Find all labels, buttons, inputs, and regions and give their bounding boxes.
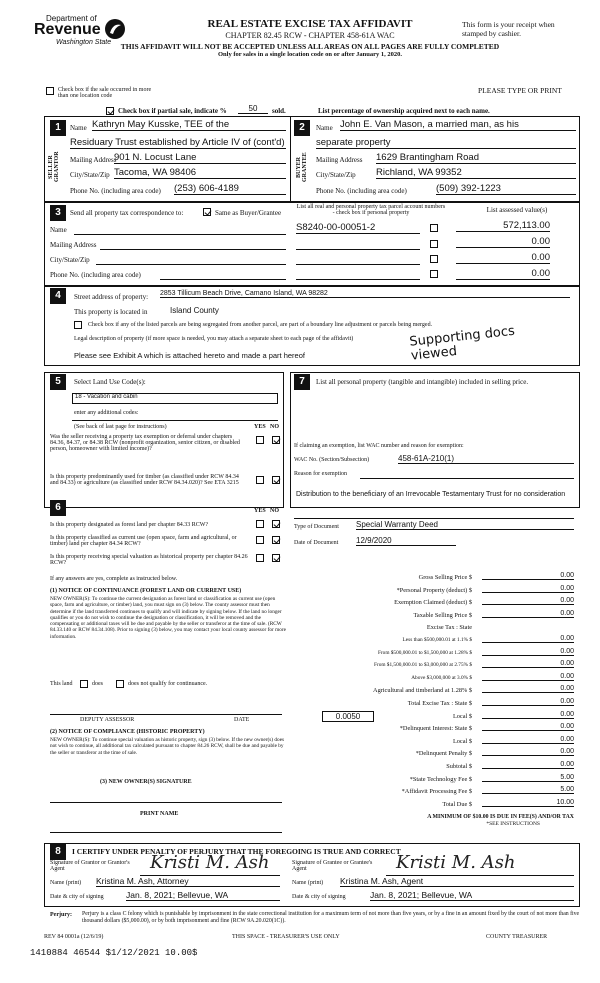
tax-tier-0-value: 0.00 bbox=[482, 635, 574, 643]
buyer-side-label: BUYER GRANTEE bbox=[296, 152, 308, 182]
tax-row-2-label: Exemption Claimed (deduct) $ bbox=[394, 599, 472, 607]
parcel-head: List all real and personal property tax parcel account numbers - check box if personal property bbox=[296, 204, 446, 216]
legal-text: Legal description of property (if more space is needed, you may attach a separate sheet to each page of the affidavit) bbox=[74, 336, 354, 342]
grantee-name-label: Name (print) bbox=[292, 880, 324, 886]
s5-q1: Was the seller receiving a property tax exemption or deferral under chapters 84.36, 84.37, or 84.38 RCW (nonprofit organization, senior citizen, or disabled person, homeowner with limited income)? bbox=[50, 434, 240, 452]
tax-row-2-value: 0.00 bbox=[482, 597, 574, 605]
doc-type-label: Type of Document bbox=[294, 524, 339, 530]
chapter-line: CHAPTER 82.45 RCW - CHAPTER 458-61A WAC bbox=[225, 31, 395, 40]
new-owner-sig: (3) NEW OWNER(S) SIGNATURE bbox=[100, 779, 192, 785]
street-label: Street address of property: bbox=[74, 293, 149, 301]
s6-if-yes: If any answers are yes, complete as instructed below. bbox=[50, 576, 178, 582]
grantee-date-label: Date & city of signing bbox=[292, 894, 346, 900]
warning-line: THIS AFFIDAVIT WILL NOT BE ACCEPTED UNLESS ALL AREAS ON ALL PAGES ARE FULLY COMPLETED bbox=[120, 42, 500, 51]
tax-tier-1-value: 0.00 bbox=[482, 648, 574, 656]
assessed-head: List assessed value(s) bbox=[486, 206, 548, 214]
wac-label: WAC No. (Section/Subsection) bbox=[294, 457, 370, 463]
seller-side-label: SELLER GRANTOR bbox=[48, 151, 60, 183]
notice2-body: NEW OWNER(S): To continue special valuation as historic property, sign (3) below. If the new owner(s) does not wish to continue, all additional tax calculated pursuant to chapter 84.26 RCW, shall be due and payable by the seller or transferor at the time of sale. bbox=[50, 737, 285, 756]
this-land: This land bbox=[50, 681, 73, 687]
partial-sale-checkbox[interactable] bbox=[106, 107, 114, 115]
exemption-reason: Distribution to the beneficiary of an Irrevocable Testamentary Trust for no consideration bbox=[296, 491, 566, 498]
section-7-badge: 7 bbox=[294, 374, 310, 390]
s3-mail-label: Mailing Address bbox=[50, 241, 97, 249]
tax-row2-0-value: 0.00 bbox=[482, 723, 574, 731]
s6-yes: YES bbox=[254, 508, 266, 514]
tax-row-3-label: Taxable Selling Price $ bbox=[413, 611, 472, 619]
tax-row2-3-value: 0.00 bbox=[482, 761, 574, 769]
supporting-docs-stamp: Supporting docs viewed bbox=[408, 323, 516, 364]
seller-name-1: Kathryn May Kusske, TEE of the bbox=[92, 119, 286, 131]
rev-code: REV 84 0001a (12/6/19) bbox=[44, 934, 104, 940]
located-label: This property is located in bbox=[74, 308, 148, 316]
tax-row2-1-label: Local $ bbox=[452, 737, 472, 745]
receipt-note: This form is your receipt when stamped by cashier. bbox=[462, 20, 555, 38]
see-instructions: *SEE INSTRUCTIONS bbox=[486, 821, 540, 828]
assessed-value-2: 0.00 bbox=[456, 236, 550, 248]
seller-name-2: Residuary Trust established by Article IV of (cont'd) bbox=[70, 137, 285, 148]
s6-q3: Is this property receiving special valuation as historical property per chapter 84.26 RCW? bbox=[50, 554, 248, 566]
certify-text: I CERTIFY UNDER PENALTY OF PERJURY THAT THE FOREGOING IS TRUE AND CORRECT bbox=[72, 847, 401, 856]
grantor-name-label: Name (print) bbox=[50, 880, 82, 886]
s6-q2-no[interactable] bbox=[272, 536, 280, 544]
treasurer-space: THIS SPACE - TREASURER'S USE ONLY bbox=[232, 934, 340, 940]
section-2-badge: 2 bbox=[294, 120, 310, 136]
grantor-signature: Kristi M. Ash bbox=[150, 852, 270, 873]
segregated-checkbox[interactable] bbox=[74, 321, 82, 329]
buyer-name-2: separate property bbox=[316, 137, 576, 149]
tax-row-3-value: 0.00 bbox=[482, 610, 574, 618]
sold-text: sold. bbox=[272, 107, 286, 115]
ownership-text: List percentage of ownership acquired next to each name. bbox=[318, 107, 490, 115]
perjury-text: Perjury is a class C felony which is punishable by imprisonment in the state correctional institution for a maximum term of not more than five years, or by a fine in an amount fixed by the court of not more than five thousand dollars ($5,000.00), or by both imprisonment and fine (RCW 9A.20.020(1C)). bbox=[82, 911, 580, 925]
grantee-signature: Kristi M. Ash bbox=[396, 852, 516, 873]
multi-location-checkbox[interactable] bbox=[46, 87, 54, 95]
personal-prop-text: List all personal property (tangible and intangible) included in selling price. bbox=[316, 378, 529, 386]
tax-local-label: Local $ bbox=[452, 712, 472, 720]
buyer-mail: 1629 Brantingham Road bbox=[376, 152, 576, 164]
segregated-text: Check box if any of the listed parcels are being segregated from another parcel, are part of a boundary line adjustment or parcels being merged. bbox=[88, 322, 433, 328]
county: Island County bbox=[170, 306, 219, 315]
land-use-label: Select Land Use Code(s): bbox=[74, 378, 146, 386]
partial-pct: 50 bbox=[238, 104, 268, 114]
tax-row2-4-label: *State Technology Fee $ bbox=[409, 775, 472, 783]
minimum-note: A MINIMUM OF $10.00 IS DUE IN FEE(S) AND/OR TAX bbox=[427, 814, 574, 821]
tax-local-value: 0.00 bbox=[482, 711, 574, 719]
seller-mail-label: Mailing Address bbox=[70, 156, 117, 164]
multi-location-text: Check box if the sale occurred in more than one location code bbox=[58, 87, 152, 99]
does-not-label: does not qualify for continuance. bbox=[128, 681, 208, 687]
tax-row2-5-value: 5.00 bbox=[482, 786, 574, 794]
tax-row2-6-label: Total Due $ bbox=[442, 800, 472, 808]
seller-mail: 901 N. Locust Lane bbox=[114, 152, 286, 164]
doc-date: 12/9/2020 bbox=[356, 536, 456, 546]
seller-phone: (253) 606-4189 bbox=[174, 183, 286, 195]
tax-row-1-label: *Personal Property (deduct) $ bbox=[396, 586, 472, 594]
section-3-badge: 3 bbox=[50, 205, 66, 221]
tax-row2-4-value: 5.00 bbox=[482, 774, 574, 782]
deputy-date: DATE bbox=[234, 717, 250, 723]
local-rate: 0.0050 bbox=[322, 711, 374, 722]
revenue-logo-icon bbox=[104, 18, 126, 40]
s6-q1-no[interactable] bbox=[272, 520, 280, 528]
sig-grantee-label: Signature of Grantee or Grantee's Agent bbox=[292, 860, 373, 872]
s6-q3-yes[interactable] bbox=[256, 554, 264, 562]
county-treasurer: COUNTY TREASURER bbox=[486, 934, 548, 940]
buyer-name-label: Name bbox=[316, 124, 333, 132]
s5-no: NO bbox=[270, 424, 279, 430]
reason-label: Reason for exemption bbox=[294, 471, 347, 477]
corr-label: Send all property tax correspondence to: bbox=[70, 209, 184, 217]
personal-prop-checkbox-1[interactable] bbox=[430, 224, 438, 232]
notice2-title: (2) NOTICE OF COMPLIANCE (HISTORIC PROPERTY) bbox=[50, 729, 205, 735]
seller-city-label: City/State/Zip bbox=[70, 171, 110, 179]
notice1-body: NEW OWNER(S): To continue the current designation as forest land or classification as current use (open space, farm and agriculture, or timber) land, you must sign on (3) below. The county assessor must then determine if the land transferred continues to qualify and will indicate by signing below. If the land no longer qualifies or you do not wish to continue the designation or classification, it will be removed and the compensating or additional taxes will be due and payable by the seller or transferor at the time of sale. (RCW 84.33.140 or RCW 84.34.108). Prior to signing (3) below, you may contact your local county assessor for more information. bbox=[50, 596, 286, 640]
tax-tier-2-value: 0.00 bbox=[482, 660, 574, 668]
s5-q2: Is this property predominantly used for timber (as classified under RCW 84.34 and 84.33) or agriculture (as classified under RCW 84.34.020)? See ETA 3215 bbox=[50, 474, 239, 486]
seller-city: Tacoma, WA 98406 bbox=[114, 167, 286, 179]
section-1-badge: 1 bbox=[50, 120, 66, 136]
buyer-phone-label: Phone No. (including area code) bbox=[316, 187, 407, 195]
sig-grantor-label: Signature of Grantor or Grantor's Agent bbox=[50, 860, 130, 872]
street-address: 2853 Tillicum Beach Drive, Camano Island, WA 98282 bbox=[160, 290, 570, 298]
partial-sale-text: Check box if partial sale, indicate % bbox=[118, 107, 227, 115]
section-5-badge: 5 bbox=[50, 374, 66, 390]
grantee-date: Jan. 8, 2021; Bellevue, WA bbox=[370, 890, 574, 901]
same-as-buyer-label: Same as Buyer/Grantee bbox=[215, 209, 282, 217]
form-title: REAL ESTATE EXCISE TAX AFFIDAVIT bbox=[207, 18, 413, 30]
section-4-badge: 4 bbox=[50, 288, 66, 304]
s3-phone-label: Phone No. (including area code) bbox=[50, 271, 141, 279]
deputy-assessor: DEPUTY ASSESSOR bbox=[80, 717, 135, 723]
excise-head: Excise Tax : State bbox=[426, 624, 472, 632]
tax-row2-1-value: 0.00 bbox=[482, 736, 574, 744]
tax-row-0-value: 0.00 bbox=[482, 572, 574, 580]
s5-yes: YES bbox=[254, 424, 266, 430]
tax-row-1-value: 0.00 bbox=[482, 585, 574, 593]
tax-tier-0-label: Less than $500,000.01 at 1.1% $ bbox=[402, 637, 472, 643]
buyer-city-label: City/State/Zip bbox=[316, 171, 356, 179]
buyer-name-1: John E. Van Mason, a married man, as his bbox=[340, 119, 576, 131]
s6-q2: Is this property classified as current use (open space, farm and agricultural, or timber) land per chapter 84.34 RCW? bbox=[50, 535, 237, 547]
tax-row2-3-label: Subtotal $ bbox=[446, 763, 472, 770]
parcel-1: S8240-00-00051-2 bbox=[296, 222, 420, 234]
seller-name-label: Name bbox=[70, 124, 87, 132]
tax-tier-1-label: From $500,000.01 to $1,500,000 at 1.28% $ bbox=[377, 649, 472, 656]
sales-note: Only for sales in a single location code on or after January 1, 2020. bbox=[218, 51, 402, 58]
type-or-print: PLEASE TYPE OR PRINT bbox=[478, 86, 562, 95]
personal-prop-checkbox-3[interactable] bbox=[430, 255, 438, 263]
grantor-date-label: Date & city of signing bbox=[50, 894, 104, 900]
revenue-logo-text: Revenue bbox=[34, 21, 101, 38]
additional-codes: enter any additional codes: bbox=[74, 410, 139, 416]
assessed-value-3: 0.00 bbox=[456, 252, 550, 264]
s6-no: NO bbox=[270, 508, 279, 514]
tax-tier-4-label: Agricultural and timberland at 1.28% $ bbox=[373, 687, 472, 695]
s3-name-label: Name bbox=[50, 226, 67, 234]
exemption-label: If claiming an exemption, list WAC number and reason for exemption: bbox=[294, 443, 464, 449]
land-use-select[interactable]: 18 - Vacation and cabin bbox=[72, 393, 278, 404]
assessed-value-4: 0.00 bbox=[456, 268, 550, 280]
tax-row2-2-value: 0.00 bbox=[482, 748, 574, 756]
print-name: PRINT NAME bbox=[140, 811, 179, 817]
tax-tier-5-value: 0.00 bbox=[482, 698, 574, 706]
perjury-label: Perjury: bbox=[50, 912, 72, 918]
s6-q3-no[interactable] bbox=[272, 554, 280, 562]
doc-type: Special Warranty Deed bbox=[356, 520, 574, 530]
tax-tier-2-label: From $1,500,000.01 to $3,000,000 at 2.75% $ bbox=[374, 662, 472, 669]
s6-q1: Is this property designated as forest land per chapter 84.33 RCW? bbox=[50, 522, 209, 528]
s3-city-label: City/State/Zip bbox=[50, 256, 90, 264]
exhibit-text: Please see Exhibit A which is attached hereto and made a part hereof bbox=[74, 351, 305, 360]
doc-date-label: Date of Document bbox=[294, 540, 339, 546]
see-back: (See back of last page for instructions) bbox=[74, 424, 167, 430]
wac-number: 458-61A-210(1) bbox=[398, 454, 574, 464]
section-6-badge: 6 bbox=[50, 500, 66, 516]
tax-tier-5-label: Total Excise Tax : State $ bbox=[407, 700, 472, 707]
s6-q1-yes[interactable] bbox=[256, 520, 264, 528]
receipt-stamp: 1410884 46544 $1/12/2021 10.00$ bbox=[30, 948, 198, 958]
tax-tier-4-value: 0.00 bbox=[482, 685, 574, 693]
s5-q2-no[interactable] bbox=[272, 476, 280, 484]
seller-phone-label: Phone No. (including area code) bbox=[70, 187, 161, 195]
grantor-date: Jan. 8, 2021; Bellevue, WA bbox=[126, 890, 280, 901]
tax-row2-5-label: *Affidavit Processing Fee $ bbox=[401, 788, 472, 796]
tax-row2-0-label: *Delinquent Interest: State $ bbox=[399, 725, 472, 733]
buyer-mail-label: Mailing Address bbox=[316, 156, 363, 164]
section-8-badge: 8 bbox=[50, 844, 66, 860]
grantor-name: Kristina M. Ash, Attorney bbox=[96, 876, 280, 887]
personal-prop-checkbox-4[interactable] bbox=[430, 270, 438, 278]
dept-line: Department of bbox=[46, 14, 97, 23]
same-as-buyer-checkbox[interactable] bbox=[203, 208, 211, 216]
grantee-name: Kristina M. Ash, Agent bbox=[340, 876, 574, 887]
s5-q1-yes[interactable] bbox=[256, 436, 264, 444]
section-7-box bbox=[290, 372, 580, 508]
tax-tier-3-value: 0.00 bbox=[482, 673, 574, 681]
buyer-phone: (509) 392-1223 bbox=[436, 183, 576, 195]
assessed-value-1: 572,113.00 bbox=[456, 220, 550, 232]
tax-row2-6-value: 10.00 bbox=[482, 799, 574, 807]
buyer-city: Richland, WA 99352 bbox=[376, 167, 576, 179]
tax-row-0-label: Gross Selling Price $ bbox=[418, 574, 472, 581]
notice1-title: (1) NOTICE OF CONTINUANCE (FOREST LAND OR CURRENT USE) bbox=[50, 588, 242, 594]
does-checkbox[interactable] bbox=[80, 680, 88, 688]
does-label: does bbox=[92, 681, 103, 687]
tax-row2-2-label: *Delinquent Penalty $ bbox=[415, 750, 472, 758]
s5-q2-yes[interactable] bbox=[256, 476, 264, 484]
s6-q2-yes[interactable] bbox=[256, 536, 264, 544]
s5-q1-no[interactable] bbox=[272, 436, 280, 444]
does-not-checkbox[interactable] bbox=[116, 680, 124, 688]
personal-prop-checkbox-2[interactable] bbox=[430, 240, 438, 248]
washington-state: Washington State bbox=[56, 39, 112, 46]
tax-tier-3-label: Above $3,000,000 at 3.0% $ bbox=[411, 674, 472, 681]
